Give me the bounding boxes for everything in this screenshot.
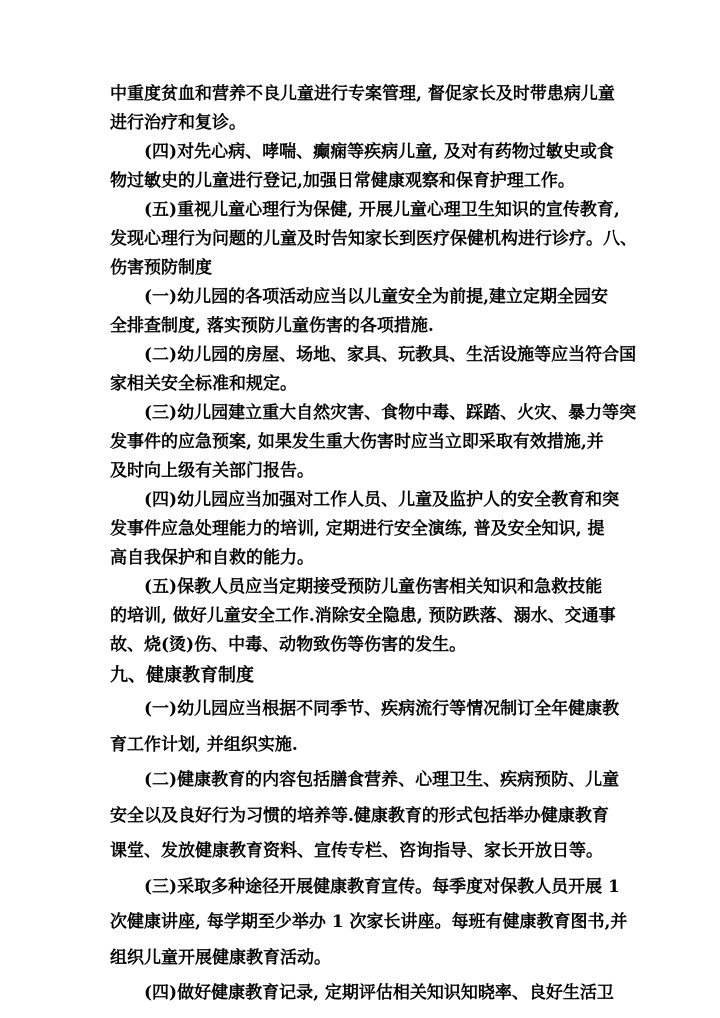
text-line: 高自我保护和自救的能力。	[110, 548, 314, 568]
section-nine-heading: 九、健康教育制度	[110, 665, 254, 686]
text-line: (四)幼儿园应当加强对工作人员、儿童及监护人的安全教育和突	[144, 490, 620, 510]
text-line: 发事件的应急预案, 如果发生重大伤害时应当立即采取有效措施,并	[110, 432, 604, 452]
document-page	[110, 80, 637, 1012]
text-line: 中重度贫血和营养不良儿童进行专案管理, 督促家长及时带患病儿童	[110, 84, 615, 104]
text-line: (二)健康教育的内容包括膳食营养、心理卫生、疾病预防、儿童	[144, 770, 620, 790]
section-nine-body	[110, 692, 628, 1012]
text-line: 育工作计划, 并组织实施.	[110, 734, 298, 755]
text-line: 物过敏史的儿童进行登记,加强日常健康观察和保育护理工作。	[110, 171, 575, 191]
text-line: 进行治疗和复诊。	[110, 113, 246, 133]
text-line: (三)幼儿园建立重大自然灾害、食物中毒、踩踏、火灾、暴力等突	[144, 403, 637, 423]
text-line: (五)重视儿童心理行为保健, 开展儿童心理卫生知识的宣传教育,	[144, 200, 620, 220]
text-line: 组织儿童开展健康教育活动。	[110, 947, 331, 968]
text-line: 次健康讲座, 每学期至少举办 1 次家长讲座。每班有健康教育图书,并	[110, 912, 628, 932]
text-line: (三)采取多种途径开展健康教育宣传。每季度对保教人员开展 1	[144, 876, 620, 897]
text-line: 及时向上级有关部门报告。	[110, 461, 314, 481]
text-line: 发事件应急处理能力的培训, 定期进行安全演练, 普及安全知识, 提	[110, 519, 605, 539]
text-line: 全排查制度, 落实预防儿童伤害的各项措施.	[110, 316, 434, 336]
text-line: 的培训, 做好儿童安全工作.消除安全隐患, 预防跌落、溺水、交通事	[110, 606, 616, 626]
text-line: (四)做好健康教育记录, 定期评估相关知识知晓率、良好生活卫	[144, 983, 614, 1003]
text-line: 家相关安全标准和规定。	[110, 374, 297, 394]
section-heading: 伤害预防制度	[110, 258, 212, 278]
text-line: (四)对先心病、哮喘、癫痫等疾病儿童, 及对有药物过敏史或食	[144, 142, 614, 162]
text-line: (五)保教人员应当定期接受预防儿童伤害相关知识和急救技能	[144, 577, 603, 597]
text-line: (一)幼儿园应当根据不同季节、疾病流行等情况制订全年健康教	[144, 699, 620, 719]
text-line: 安全以及良好行为习惯的培养等.健康教育的形式包括举办健康教育	[110, 805, 609, 826]
section-eight-tail	[110, 80, 637, 660]
text-line: 发现心理行为问题的儿童及时告知家长到医疗保健机构进行诊疗。八、	[110, 229, 637, 249]
text-line: 故、烧(烫)伤、中毒、动物致伤等伤害的发生。	[110, 635, 467, 655]
text-line: 课堂、发放健康教育资料、宣传专栏、咨询指导、家长开放日等。	[110, 841, 603, 861]
text-line: (二)幼儿园的房屋、场地、家具、玩教具、生活设施等应当符合国	[144, 345, 637, 365]
text-line: (一)幼儿园的各项活动应当以儿童安全为前提,建立定期全园安	[144, 287, 609, 307]
